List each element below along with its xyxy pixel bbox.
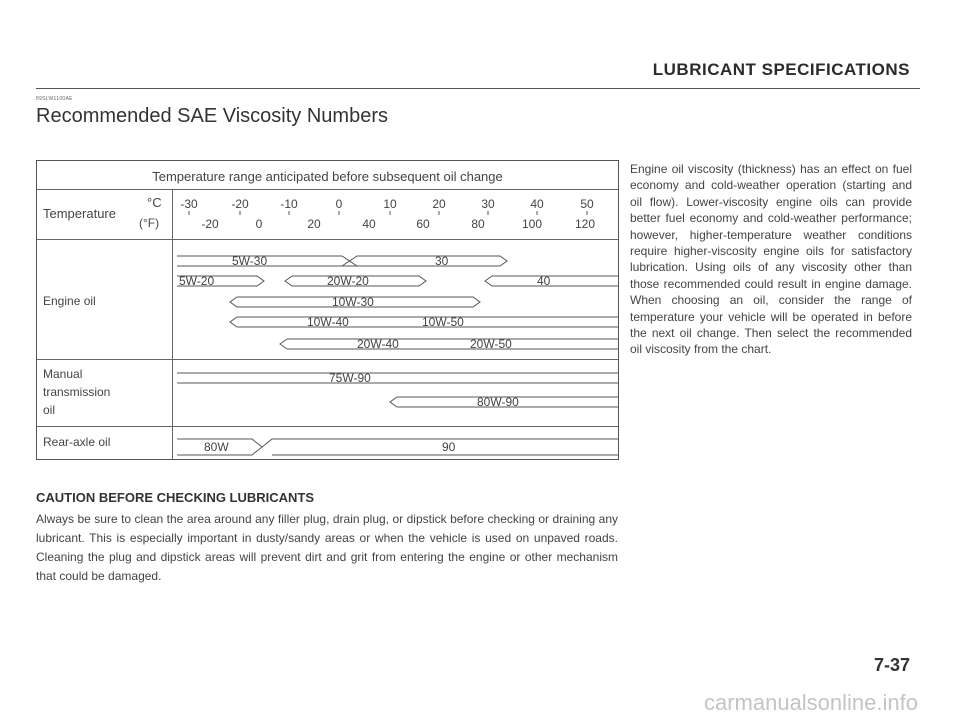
manual-transmission-label-2: transmission (43, 385, 111, 399)
manual-transmission-label-3: oil (43, 403, 56, 417)
engine-oil-label: Engine oil (43, 294, 96, 308)
celsius-tick: 50 (580, 197, 594, 211)
watermark: carmanualsonline.info (703, 690, 918, 715)
doc-code: 89SLW1100AE (36, 96, 73, 102)
caution-title: CAUTION BEFORE CHECKING LUBRICANTS (36, 490, 315, 505)
celsius-tick: 30 (481, 197, 495, 211)
grade-80w: 80W (204, 440, 229, 454)
fahrenheit-tick: -20 (201, 217, 219, 231)
grade-20w-20: 20W-20 (327, 274, 369, 288)
celsius-tick: -30 (180, 197, 198, 211)
temperature-range-header: Temperature range anticipated before subsequent oil change (152, 169, 503, 184)
fahrenheit-tick: 120 (574, 217, 596, 231)
grade-10w-40: 10W-40 (307, 315, 349, 329)
header-title: LUBRICANT SPECIFICATIONS (652, 60, 910, 79)
grade-5w-20: 5W-20 (179, 274, 215, 288)
grade-80w-90: 80W-90 (477, 395, 519, 409)
viscosity-explanation: Engine oil viscosity (thickness) has an effect on fuel economy and cold-weather operation (starting and oil flow). Lower-viscosity engine oils can provide better fuel economy and cold-weather performance; however, higher-temperature weather conditions require higher-viscosity engine oils for satisfactory lubrication. Using oils of any viscosity other than those recommended could result in engine damage. When choosing an oil, consider the range of temperature your vehicle will be operated in before the next oil change. Then select the recommended oil viscosity from the chart. (630, 162, 912, 357)
grade-40: 40 (537, 274, 551, 288)
viscosity-chart-table (36, 160, 619, 460)
grade-30: 30 (435, 254, 449, 268)
celsius-tick: -10 (280, 197, 298, 211)
caution-text: Always be sure to clean the area around any filler plug, drain plug, or dipstick before checking or draining any lubricant. This is especially important in dusty/sandy areas or when the vehicle is used on unpaved roads. Cleaning the plug and dipstick areas will prevent dirt and grit from entering the engine or other mechanism that could be damaged. (36, 512, 618, 583)
fahrenheit-tick: 40 (362, 217, 376, 231)
header-rule (36, 88, 920, 89)
celsius-tick: 20 (432, 197, 446, 211)
grade-10w-30: 10W-30 (332, 295, 374, 309)
fahrenheit-tick: 80 (471, 217, 485, 231)
celsius-tick: 10 (383, 197, 397, 211)
fahrenheit-tick: 20 (307, 217, 321, 231)
grade-75w-90: 75W-90 (329, 371, 371, 385)
page-number: 7-37 (873, 655, 910, 675)
grade-90: 90 (442, 440, 456, 454)
celsius-unit: °C (147, 195, 162, 210)
fahrenheit-tick: 60 (416, 217, 430, 231)
grade-5w-30: 5W-30 (232, 254, 268, 268)
viscosity-bands (37, 161, 618, 459)
manual-transmission-label-1: Manual (43, 367, 83, 381)
temperature-label: Temperature (43, 206, 116, 221)
celsius-tick: -20 (231, 197, 249, 211)
grade-10w-50: 10W-50 (422, 315, 464, 329)
grade-20w-50: 20W-50 (470, 337, 512, 351)
rear-axle-label: Rear-axle oil (43, 435, 111, 449)
section-title: Recommended SAE Viscosity Numbers (36, 105, 388, 127)
fahrenheit-unit: (°F) (139, 216, 160, 230)
fahrenheit-tick: 100 (521, 217, 543, 231)
fahrenheit-tick: 0 (255, 217, 263, 231)
celsius-tick: 40 (530, 197, 544, 211)
grade-20w-40: 20W-40 (357, 337, 399, 351)
celsius-tick: 0 (335, 197, 343, 211)
